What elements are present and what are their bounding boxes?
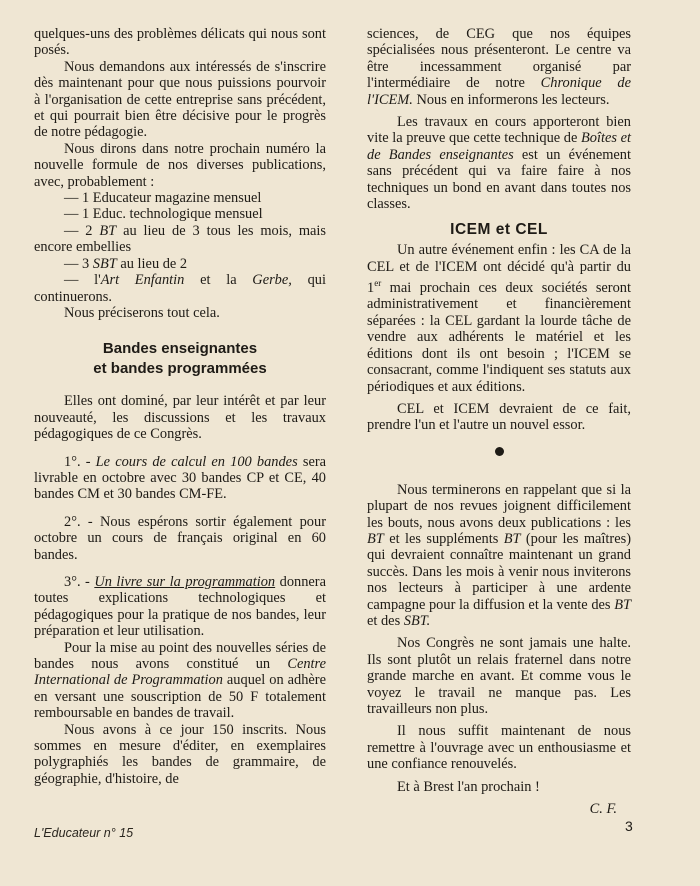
list-text: — 3 [64,255,93,272]
paragraph: Nous demandons aux intéressés de s'inscrire dès maintenant pour que nous puissions pourvoir à l'organisation de cette entreprise sans précédent, et qui pourrait bien être décisive pour le progrès de notre pédagogie. [34,58,326,141]
paragraph: Et à Brest l'an prochain ! [397,778,540,795]
item-text: sera livrable en octobre avec 30 bandes CP et CE, 40 bandes CM et 30 bandes CM-FE. [34,453,327,503]
section-separator [367,440,631,464]
section-heading [34,339,326,379]
italic-text: SBT [92,255,117,272]
item-text: Nous espérons sortir également pour octobre un cours de français original en 60 bandes. [34,513,326,563]
list-item: — 1 Educateur magazine mensuel [64,190,262,207]
list-text: au lieu de 3 tous les mois, mais encore embellies [34,222,326,256]
superscript: er [374,278,382,289]
list-item: — 1 Educ. technologique mensuel [64,206,263,223]
item-number: 1°. - [64,453,96,470]
heading-line: Bandes enseignantes [102,340,258,358]
numbered-item [34,574,326,640]
italic-text: Boîtes et de Bandes enseignantes [367,130,632,163]
paragraph-text: et des [367,612,404,629]
list-item [34,272,326,305]
paragraph-text: (pour les maîtres) qui devraient connaître maintenant un grand succès. Dans les mois à venir nous inviterons nos lecteurs à participer à une ardente campagne pour la diffusion et la vente des [367,530,631,613]
paragraph-text: Pour la mise au point des nouvelles séries de bandes nous avons constitué un [34,639,326,672]
italic-text: BT [99,222,117,239]
numbered-item [34,514,326,563]
item-title: Le cours de calcul en 100 bandes [95,453,298,470]
item-number: 3°. - [64,573,95,590]
heading-line: et bandes programmées [93,360,267,378]
list-item [34,256,326,272]
item-title: Un livre sur la programmation [94,573,276,590]
italic-text: Chronique de l'ICEM. [367,75,631,108]
paragraph-text: auquel on adhère en versant une souscription de 50 F totalement remboursable en bandes de travail. [34,672,326,722]
paragraph [367,26,631,108]
paragraph [34,640,326,722]
publication-footer: L'Educateur n° 15 [34,826,134,840]
numbered-item [34,454,326,503]
section-heading: ICEM et CEL [450,221,548,239]
paragraph: Elles ont dominé, par leur intérêt et par leur nouveauté, les discussions et les travaux pédagogiques de ce Congrès. [34,393,326,443]
item-text: donnera toutes explications technologiques et pédagogiques pour la pratique de nos bandes, leur préparation et leur utilisation. [34,573,326,640]
paragraph: Nos Congrès ne sont jamais une halte. Ils sont plutôt un relais fraternel dans notre grande marche en avant. Et comme vous le voyez le travail ne manque pas. Les travailleurs non plus. [367,635,631,718]
list-text: et la [184,272,253,289]
paragraph: Nous préciserons tout cela. [64,304,220,321]
signature: C. F. [589,801,617,818]
paragraph: Il nous suffit maintenant de nous remettre à l'ouvrage avec un enthousiasme et une confiance renouvelés. [367,723,631,773]
paragraph-text: sciences, de CEG que nos équipes spécialisées nous présenteront. Le centre va être incessamment organisé par l'intermédiaire de notre [367,26,631,92]
italic-text: Gerbe, [252,272,292,289]
list-text: — 2 [64,222,100,239]
paragraph [367,482,631,630]
paragraph: quelques-uns des problèmes délicats qui nous sont posés. [34,26,326,59]
bullet-dot [495,447,504,456]
italic-text: SBT. [403,612,431,629]
italic-text: BT [614,596,631,613]
paragraph: Nous dirons dans notre prochain numéro la nouvelle formule de nos diverses publications, avec, probablement : [34,140,326,190]
paragraph [367,242,631,394]
paragraph: CEL et ICEM devraient de ce fait, prendre l'un et l'autre un nouvel essor. [367,400,631,434]
paragraph-text: est un événement sans précédent qui va faire faire à nos techniques un bond en avant dans toutes nos classes. [367,146,631,213]
paragraph-text: Nous terminerons en rappelant que si la plupart de nos revues joignent difficilement les bouts, nous avons deux publications : les [367,481,631,531]
list-item [34,223,326,256]
paragraph-text: et les suppléments [383,530,504,547]
paragraph [367,114,631,212]
list-text: — l' [64,272,101,289]
list-text: au lieu de 2 [116,255,188,272]
item-number: 2°. - [64,513,101,530]
left-column [34,26,326,787]
paragraph-text: Les travaux en cours apporteront bien vite la preuve que cette technique de [367,114,631,147]
italic-text: Centre International de Programmation [34,656,326,689]
list-text: qui continuerons. [34,272,326,305]
paragraph-text: mai prochain ces deux sociétés seront administrativement et financièrement séparées : la CEL gardant la lourde tâche de vendre aux adhérents le matériel et les éditions dont ils ont besoin ; l'ICEM se consacrant, comme l'indiquent ses statuts aux périodiques et aux éditions. [367,280,631,395]
page-number: 3 [625,818,633,834]
right-column [367,26,631,817]
paragraph-text: Un autre événement enfin : les CA de la CEL et de l'ICEM ont décidé qu'à partir du 1 [367,242,631,297]
italic-text: BT [503,530,521,547]
italic-text: BT [367,530,384,547]
paragraph: Nous avons à ce jour 150 inscrits. Nous sommes en mesure d'éditer, en exemplaires polygraphiés les bandes de grammaire, de géographie, d'histoire, de [34,721,326,787]
paragraph-text: Nous en informerons les lecteurs. [412,91,610,108]
italic-text: Art Enfantin [100,272,185,289]
